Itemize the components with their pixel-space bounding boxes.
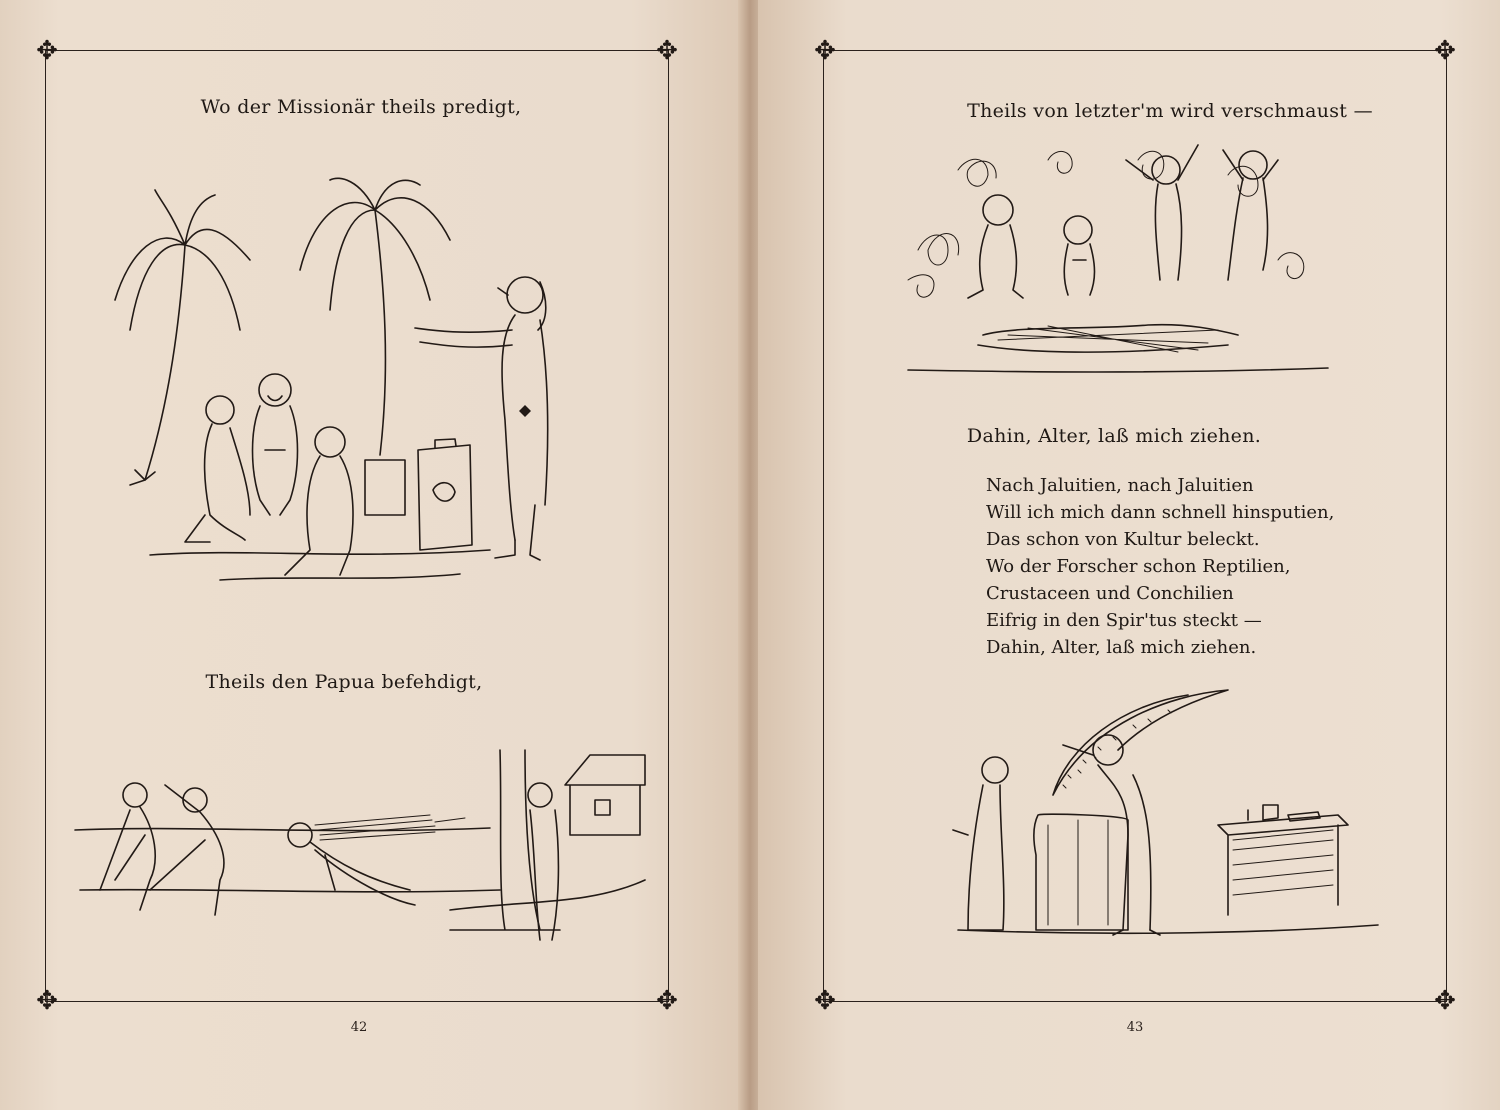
corner-ornament-icon: ✥ [1434,986,1456,1016]
poem-stanza [986,472,1334,661]
right-page [758,0,1500,1110]
refrain-line: Dahin, Alter, laß mich ziehen. [966,425,1262,447]
stanza-line: Dahin, Alter, laß mich ziehen. [986,637,1257,658]
stanza-line: Das schon von Kultur beleckt. [986,529,1260,550]
stanza-line: Crustaceen und Conchilien [986,583,1234,604]
corner-ornament-icon: ✥ [656,36,678,66]
stanza-line: Wo der Forscher schon Reptilien, [986,556,1291,577]
left-page [0,0,742,1110]
stanza-line: Nach Jaluitien, nach Jaluitien [986,475,1254,496]
cannibal-feast-illustration [898,140,1338,385]
missionary-preaching-illustration [100,170,600,600]
caption-bottom: Theils den Papua befehdigt, [205,671,483,693]
corner-ornament-icon: ✥ [1434,36,1456,66]
corner-ornament-icon: ✥ [814,986,836,1016]
researcher-specimen-jar-illustration [938,685,1398,945]
corner-ornament-icon: ✥ [814,36,836,66]
caption-top: Wo der Missionär theils predigt, [200,96,522,118]
corner-ornament-icon: ✥ [36,36,58,66]
page-number: 42 [350,1020,368,1035]
caption-top: Theils von letzter'm wird verschmaust — [967,100,1373,122]
stanza-line: Will ich mich dann schnell hinsputien, [986,502,1335,523]
stanza-line: Eifrig in den Spir'tus steckt — [986,610,1262,631]
corner-ornament-icon: ✥ [656,986,678,1016]
corner-ornament-icon: ✥ [36,986,58,1016]
papua-shot-illustration [70,740,660,950]
page-number: 43 [1126,1020,1144,1035]
